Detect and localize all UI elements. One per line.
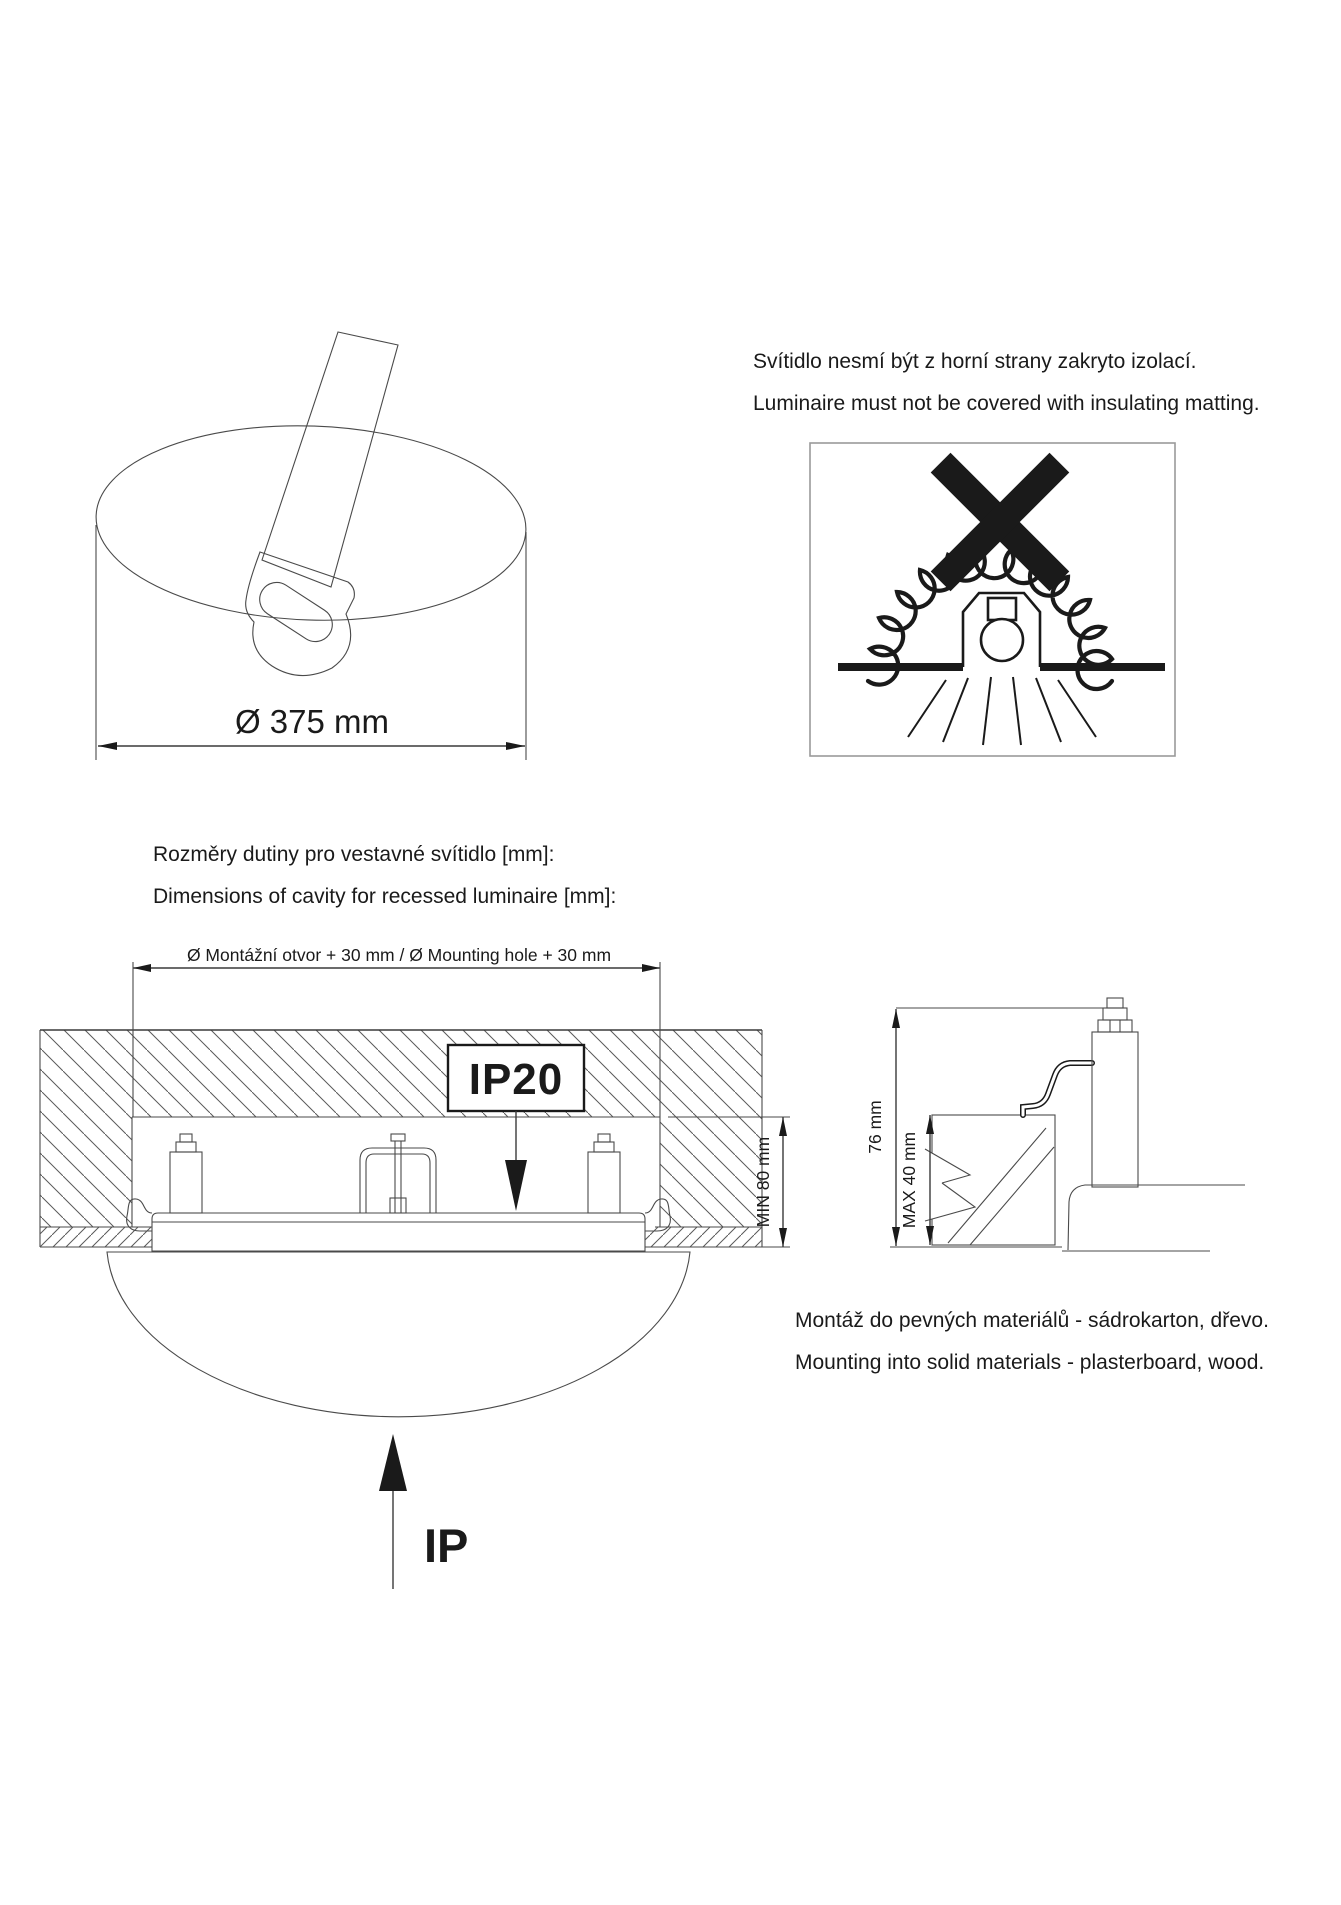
diffuser-dome [107, 1252, 690, 1417]
lamp-socket-icon [988, 598, 1016, 620]
cavity-heading-czech: Rozměry dutiny pro vestavné svítidlo [mm]: [153, 843, 555, 866]
lamp-bulb-icon [981, 619, 1023, 661]
height-dimension-label: 76 mm [865, 1100, 885, 1154]
clamp-post [1092, 998, 1138, 1187]
ip-callout [379, 1434, 468, 1589]
ip20-callout [448, 1045, 584, 1211]
luminaire-body [127, 1134, 671, 1251]
spring-clamp-icon [1023, 1063, 1092, 1115]
mounting-post-right [588, 1134, 620, 1213]
center-bracket [360, 1134, 436, 1213]
saw-handle-icon [246, 552, 355, 676]
mounting-hole-dimension-label: Ø Montážní otvor + 30 mm / Ø Mounting hole + 30 mm [186, 945, 612, 965]
max-thickness-label: MAX 40 mm [899, 1131, 919, 1229]
ceiling-board-block [922, 1115, 1055, 1245]
saw-blade-icon [262, 332, 398, 587]
ip20-rating-label: IP20 [468, 1055, 564, 1104]
clamp-detail-section [865, 998, 1245, 1251]
height-dimension [865, 1009, 900, 1246]
mounting-hole-ellipse [93, 419, 530, 628]
hole-diameter-label: Ø 375 mm [234, 703, 390, 740]
mounting-post-left [170, 1134, 202, 1213]
ip20-arrow-icon [505, 1160, 527, 1211]
warning-text-english: Luminaire must not be covered with insulating matting. [753, 392, 1260, 415]
mounting-note-english: Mounting into solid materials - plasterboard, wood. [795, 1351, 1265, 1374]
cavity-heading-english: Dimensions of cavity for recessed luminaire [mm]: [153, 885, 617, 908]
insulation-warning-block [753, 350, 1260, 756]
hole-cutting-figure [93, 332, 530, 760]
ip-arrow-label: IP [424, 1519, 469, 1572]
cavity-cross-section [40, 945, 790, 1589]
min-depth-label: MIN 80 mm [753, 1136, 773, 1228]
warning-text-czech: Svítidlo nesmí být z horní strany zakryto izolací. [753, 350, 1197, 373]
hole-diameter-dimension [98, 703, 525, 750]
mounting-note-czech: Montáž do pevných materiálů - sádrokarton, dřevo. [795, 1309, 1269, 1332]
saw-handle-grip-hole [253, 576, 339, 648]
ceiling-line-left [838, 663, 963, 671]
ceiling-line-right [1040, 663, 1165, 671]
ip-arrow-icon [379, 1434, 407, 1491]
